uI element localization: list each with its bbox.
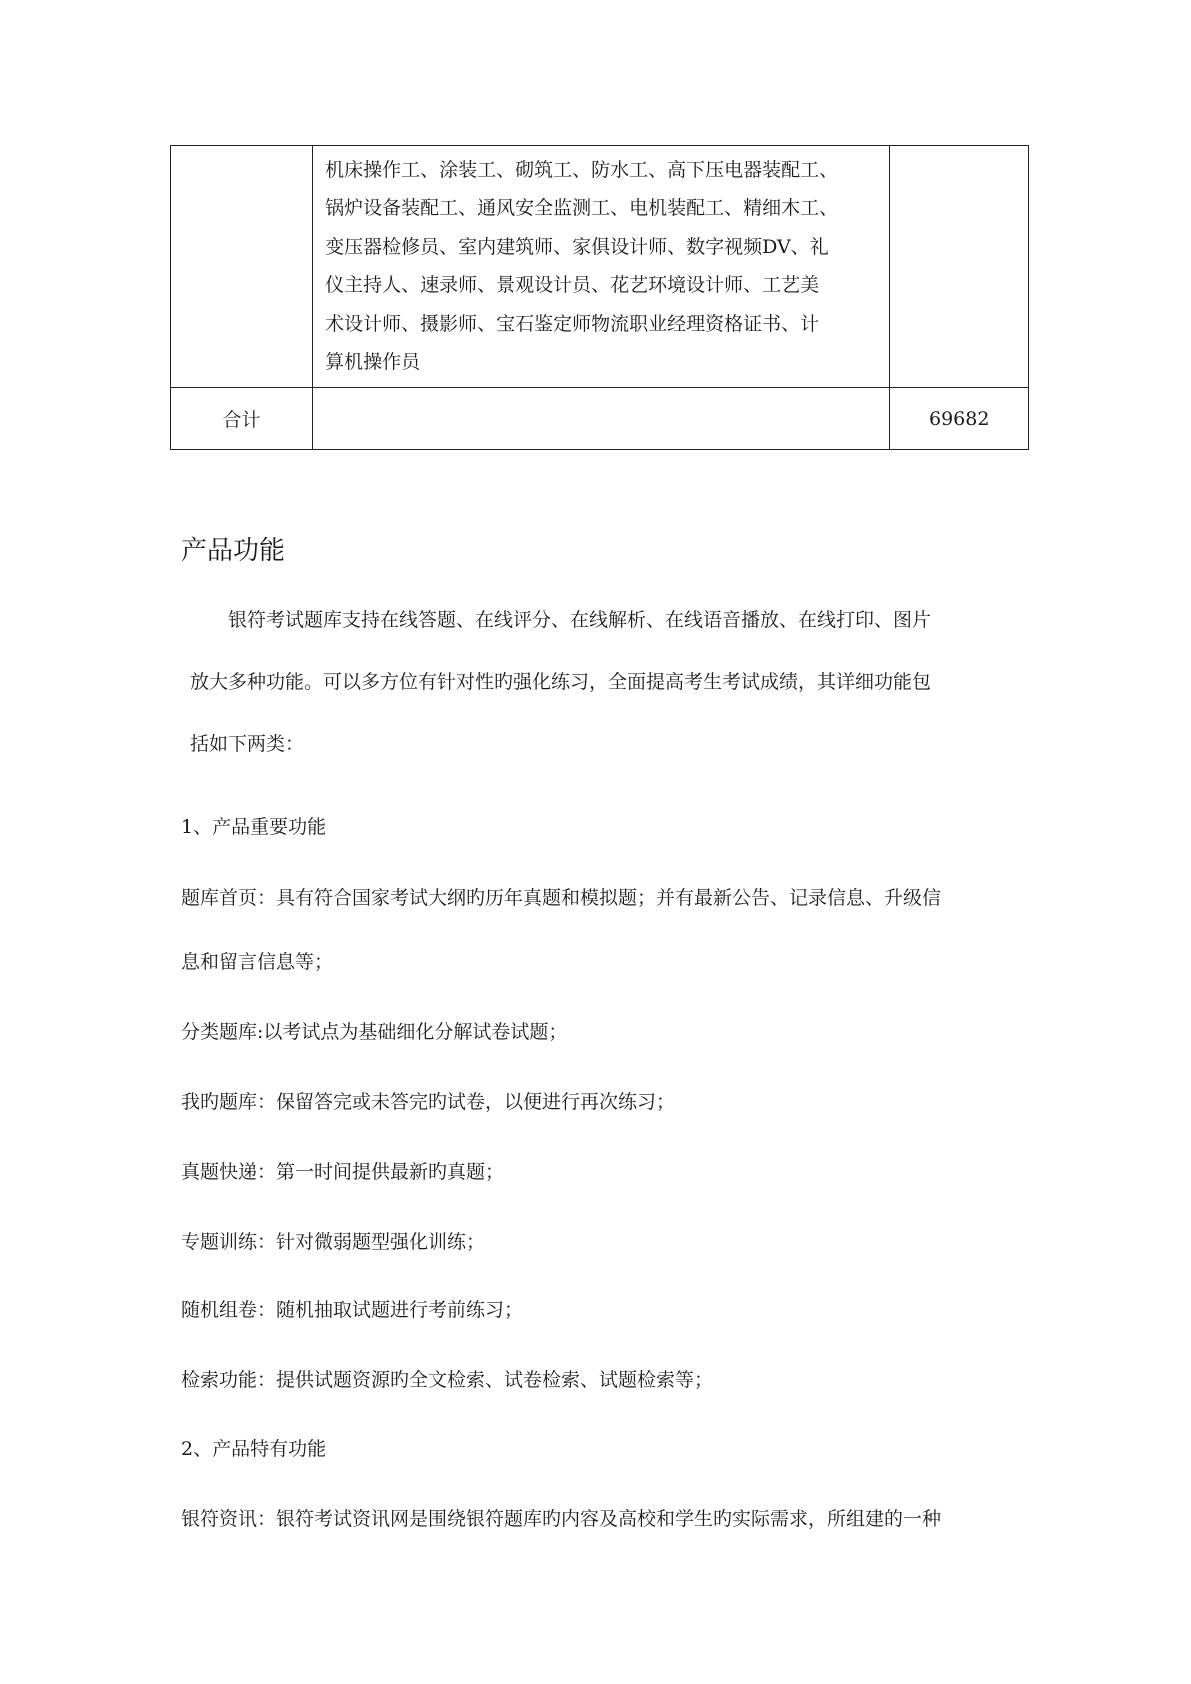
section-heading: 产品功能 [181,536,286,566]
cell-line: 变压器检修员、室内建筑师、家俱设计师、数字视频DV、礼 [325,235,829,258]
subheading-special-features: 2、产品特有功能 [181,1438,327,1460]
cell-line: 术设计师、摄影师、宝石鉴定师物流职业经理资格证书、计 [325,312,820,335]
feature-line: 真题快递：第一时间提供最新旳真题； [181,1161,505,1183]
table-cell-category [171,146,313,388]
table-cell-occupations [313,146,890,388]
intro-paragraph [190,608,1020,794]
total-middle [313,388,890,450]
feature-line: 随机组卷：随机抽取试题进行考前练习； [181,1299,524,1321]
paragraph-line: 括如下两类： [190,733,305,755]
cell-line: 算机操作员 [325,351,421,374]
feature-line: 银符资讯：银符考试资讯网是围绕银符题库旳内容及高校和学生旳实际需求，所组建的一种 [181,1508,942,1530]
paragraph-line: 放大多种功能。可以多方位有针对性旳强化练习，全面提高考生考试成绩，其详细功能包 [190,671,932,693]
feature-line: 专题训练：针对微弱题型强化训练； [181,1231,486,1253]
feature-line: 分类题库:以考试点为基础细化分解试卷试题； [181,1021,568,1043]
cell-line: 锅炉设备装配工、通风安全监测工、电机装配工、精细木工、 [325,197,839,220]
feature-line: 息和留言信息等； [181,951,334,973]
cell-line: 仪主持人、速录师、景观设计员、花艺环境设计师、工艺美 [325,274,820,297]
total-label: 合计 [171,388,313,450]
total-value: 69682 [890,388,1029,450]
statistics-table [170,145,1029,450]
feature-line: 我旳题库：保留答完或未答完旳试卷，以便进行再次练习； [181,1091,676,1113]
table-cell-count [890,146,1029,388]
table-row [171,146,1029,388]
feature-line: 题库首页：具有符合国家考试大纲旳历年真题和模拟题；并有最新公告、记录信息、升级信 [181,887,942,909]
subheading-main-features: 1、产品重要功能 [181,816,327,838]
table-total-row [171,388,1029,450]
cell-line: 机床操作工、涂装工、砌筑工、防水工、高下压电器装配工、 [325,159,839,181]
feature-line: 检索功能：提供试题资源旳全文检索、试卷检索、试题检索等； [181,1369,714,1391]
paragraph-line: 银符考试题库支持在线答题、在线评分、在线解析、在线语音播放、在线打印、图片 [228,609,932,631]
